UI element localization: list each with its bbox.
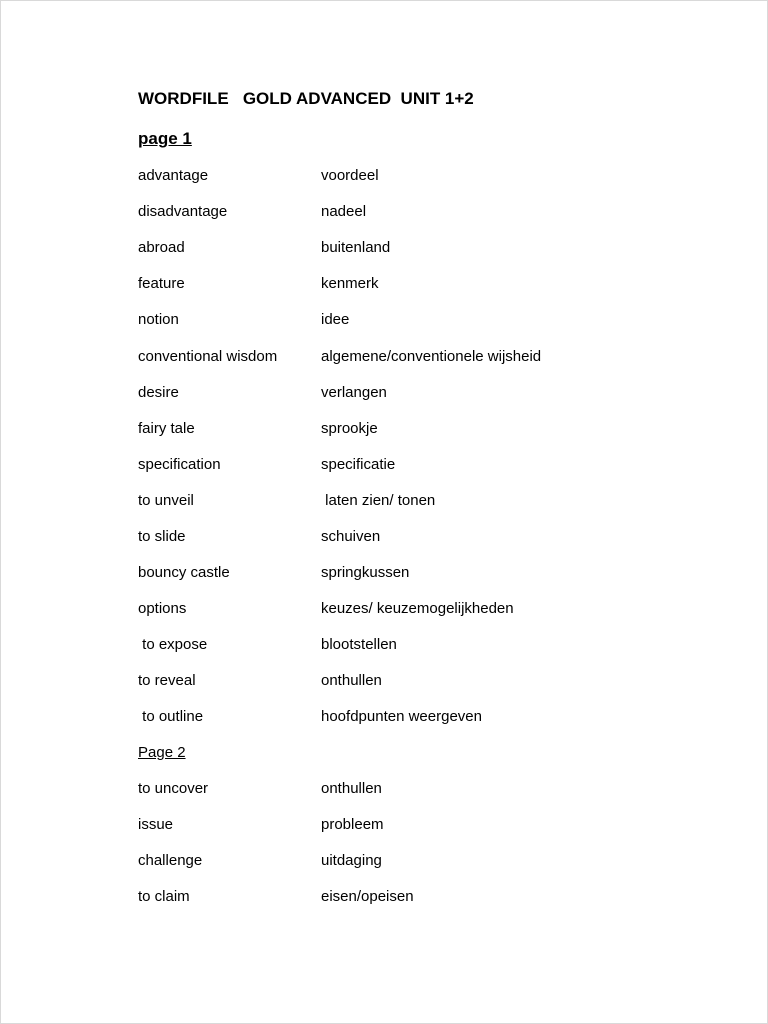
vocab-term: notion <box>138 311 179 328</box>
vocab-translation: springkussen <box>321 564 410 581</box>
vocab-row <box>1 562 768 584</box>
document-title: WORDFILE GOLD ADVANCED UNIT 1+2 <box>138 89 474 108</box>
vocab-row <box>1 814 768 836</box>
vocab-term: to outline <box>138 708 204 725</box>
vocab-translation: algemene/conventionele wijsheid <box>321 348 542 365</box>
vocab-row <box>1 418 768 440</box>
vocab-translation: kenmerk <box>321 275 379 292</box>
vocab-row <box>1 706 768 728</box>
vocab-term: disadvantage <box>138 203 228 220</box>
vocab-row <box>1 201 768 223</box>
section-heading-page-2: Page 2 <box>138 744 186 761</box>
vocab-translation: nadeel <box>321 203 367 220</box>
vocab-term: options <box>138 600 187 617</box>
vocab-translation: hoofdpunten weergeven <box>321 708 482 725</box>
vocab-translation: blootstellen <box>321 636 397 653</box>
vocab-row <box>1 598 768 620</box>
vocab-translation: eisen/opeisen <box>321 888 414 905</box>
vocab-term: to claim <box>138 888 190 905</box>
vocab-translation: specificatie <box>321 456 396 473</box>
vocab-translation: onthullen <box>321 672 382 689</box>
vocab-term: fairy tale <box>138 420 195 437</box>
vocab-translation: buitenland <box>321 239 391 256</box>
vocab-row <box>1 886 768 908</box>
vocab-term: to unveil <box>138 492 194 509</box>
vocab-row <box>1 346 768 368</box>
vocab-row <box>1 273 768 295</box>
vocab-translation: keuzes/ keuzemogelijkheden <box>321 600 514 617</box>
vocab-row <box>1 850 768 872</box>
vocab-translation: voordeel <box>321 167 379 184</box>
vocab-translation: schuiven <box>321 528 381 545</box>
section-heading-page-1: page 1 <box>138 129 192 148</box>
vocab-term: challenge <box>138 852 203 869</box>
vocab-translation: uitdaging <box>321 852 382 869</box>
vocab-term: desire <box>138 384 179 401</box>
vocab-term: advantage <box>138 167 209 184</box>
vocab-row <box>1 526 768 548</box>
vocab-row <box>1 778 768 800</box>
vocab-row <box>1 237 768 259</box>
vocab-row <box>1 454 768 476</box>
vocab-term: abroad <box>138 239 185 256</box>
vocab-translation: onthullen <box>321 780 382 797</box>
vocab-term: to slide <box>138 528 186 545</box>
vocab-translation: idee <box>321 311 350 328</box>
vocab-translation: laten zien/ tonen <box>321 492 436 509</box>
vocab-translation: sprookje <box>321 420 378 437</box>
vocab-translation: probleem <box>321 816 384 833</box>
vocab-term: feature <box>138 275 185 292</box>
vocab-row <box>1 670 768 692</box>
vocab-row <box>1 634 768 656</box>
vocab-term: specification <box>138 456 221 473</box>
vocab-term: to uncover <box>138 780 209 797</box>
vocab-row <box>1 309 768 331</box>
vocab-term: conventional wisdom <box>138 348 278 365</box>
vocab-term: bouncy castle <box>138 564 230 581</box>
vocab-term: to reveal <box>138 672 196 689</box>
vocab-row <box>1 165 768 187</box>
vocab-row <box>1 490 768 512</box>
vocab-translation: verlangen <box>321 384 387 401</box>
vocab-row <box>1 382 768 404</box>
vocab-term: issue <box>138 816 174 833</box>
vocab-term: to expose <box>138 636 208 653</box>
